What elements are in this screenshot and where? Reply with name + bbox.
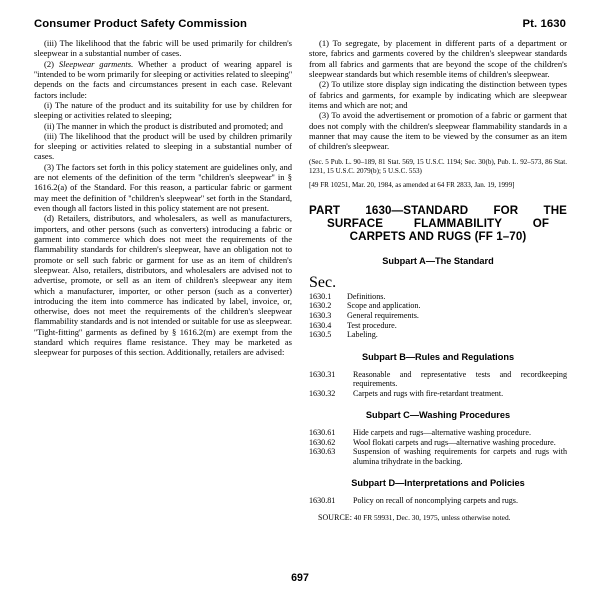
toc-entry-title: Suspension of washing requirements for carpets and rugs with alumina trihydrate in the backing. [353, 447, 567, 466]
part-heading-line-2: SURFACE FLAMMABILITY OF [327, 217, 549, 231]
toc-entry-title: Reasonable and representative tests and recordkeeping requirements. [353, 369, 567, 389]
toc-entry-number: 1630.81 [309, 496, 336, 506]
subpart-a-heading: Subpart A—The Standard [382, 255, 494, 266]
page-number: 697 [291, 572, 309, 584]
toc-entry-number: 1630.63 [309, 447, 336, 457]
toc-entry[interactable] [309, 330, 567, 340]
toc-entry-number: 1630.4 [309, 320, 332, 330]
source-note [309, 514, 567, 523]
paragraph: (ii) The manner in which the product is distributed and promoted; and [44, 120, 283, 131]
toc-entry-title: Labeling. [347, 330, 378, 340]
toc-entry-title: Policy on recall of noncomplying carpets and rugs. [353, 496, 518, 506]
toc-entry[interactable] [309, 389, 567, 399]
toc-entry[interactable] [309, 428, 567, 438]
part-heading-line-1: PART 1630—STANDARD FOR THE [309, 203, 567, 217]
toc-entry-title: General requirements. [347, 310, 419, 320]
subpart-d-heading: Subpart D—Interpretations and Policies [351, 478, 525, 489]
two-column-body [34, 38, 570, 556]
toc-entry[interactable] [309, 496, 567, 506]
federal-register-note: [49 FR 10251, Mar. 20, 1984, as amended at 64 FR 2833, Jan. 19, 1999] [309, 181, 515, 190]
paragraph: (2) To utilize store display sign indicating the distinction between types of fabrics and garments, for example by indicating which are sleepwear items and which are not; and [309, 79, 567, 110]
toc-entry[interactable] [309, 292, 567, 302]
toc-subpart-c [309, 428, 567, 466]
toc-entry-title: Scope and application. [347, 301, 421, 311]
toc-entry-title: Carpets and rugs with fire-retardant treatment. [353, 388, 504, 398]
paragraph: (iii) The likelihood that the fabric will be used primarily for children's sleepwear in a substantial number of cases. [34, 38, 292, 59]
sec-label: Sec. [309, 273, 337, 291]
toc-entry[interactable] [309, 447, 567, 466]
toc-entry-title: Definitions. [347, 291, 386, 301]
toc-entry-title: Wool flokati carpets and rugs—alternative washing procedure. [353, 437, 556, 447]
part-heading-line-3: CARPETS AND RUGS (FF 1–70) [349, 230, 527, 244]
italic-term: Sleepwear garments. [58, 58, 134, 69]
paragraph: (d) Retailers, distributors, and wholesalers, as well as manufacturers, importers, and other persons (such as converters) introducing a fabric or garment into commerce which does not meet the requirements of the flammability standards for children's sleepwear, have an obligation not to promote or sell such fabric or garment for use as an item of children's sleepwear. Also, retailers, distributors, and wholesalers are advised not to advertise, promote, or sell as an item of children's sleepwear any item which a manufacturer, importer, or other person (such as a converter) introducing the item into commerce has indicated by label, invoice, or, otherwise, does not meet the requirements of the children's sleepwear flammability standards and is not intended or suitable for use as sleepwear. ''Tight-fitting'' garments as defined by § 1616.2(m) are exempt from the standard which requires flame resistance. They may be marketed as sleepwear for purposes of this section. Additionally, retailers are advised: [34, 213, 292, 358]
paragraph: (i) The nature of the product and its suitability for use by children for sleeping or activities related to sleeping; [34, 99, 292, 121]
right-column [309, 38, 567, 556]
toc-entry[interactable] [309, 311, 567, 321]
left-column [34, 38, 292, 556]
toc-entry-title: Test procedure. [347, 320, 397, 330]
paragraph: (1) To segregate, by placement in different parts of a department or store, fabrics and garments covered by the children's sleepwear standards from all fabrics and garments that are beyond the scope of the children's sleepwear standards but which resemble items of children's sleepwear. [309, 38, 567, 79]
source-note-text: 40 FR 59931, Dec. 30, 1975, unless otherwise noted. [352, 512, 511, 522]
toc-subpart-d [309, 496, 567, 506]
toc-entry[interactable] [309, 438, 567, 448]
authority-note: (Sec. 5 Pub. L. 90–189, 81 Stat. 569, 15 U.S.C. 1194; Sec. 30(b), Pub. L. 92–573, 86 Stat. 1231, 15 U.S.C. 2079(b); 5 U.S.C. 553) [309, 158, 567, 175]
toc-entry[interactable] [309, 370, 567, 389]
toc-entry[interactable] [309, 301, 567, 311]
paragraph: (3) To avoid the advertisement or promotion of a fabric or garment that does not comply with the children's sleepwear flammability standards in a manner that may cause the item to be viewed by the consumer as an item of children's sleepwear. [309, 110, 567, 152]
toc-entry[interactable] [309, 321, 567, 331]
subpart-c-heading: Subpart C—Washing Procedures [365, 410, 511, 421]
paragraph-rest: Whether a product of wearing apparel is ''intended to be worn primarily for sleeping or activities related to sleeping'' depends on the facts and circumstances present in each case. Relevant factors include: [34, 58, 292, 100]
paragraph-lead: (2) [44, 58, 59, 69]
toc-entry-number: 1630.61 [309, 428, 336, 438]
running-head [34, 18, 566, 34]
paragraph: (iii) The likelihood that the product will be used by children primarily for sleeping or activities related to sleeping in a substantial number of cases. [34, 130, 292, 162]
part-heading [309, 204, 567, 244]
running-head-title: Consumer Product Safety Commission [34, 18, 248, 30]
toc-entry-title: Hide carpets and rugs—alternative washing procedure. [353, 428, 531, 438]
toc-entry-number: 1630.62 [309, 437, 336, 447]
toc-entry-number: 1630.2 [309, 301, 332, 311]
toc-subpart-a [309, 292, 567, 340]
source-note-label: SOURCE: [318, 512, 353, 522]
paragraph-sleepwear-garments [34, 59, 292, 100]
running-head-part: Pt. 1630 [522, 18, 566, 30]
toc-entry-number: 1630.3 [309, 310, 332, 320]
paragraph: (3) The factors set forth in this policy statement are guidelines only, and are not elements of the definition of the term ''children's sleepwear'' in § 1616.2(a) of the Standard. For this reason, a particular fabric or garment may meet the definition of ''children's sleepwear'' set forth in the Standard, even though all factors listed in this policy statement are not present. [34, 161, 292, 213]
toc-entry-number: 1630.32 [309, 388, 336, 398]
subpart-b-heading: Subpart B—Rules and Regulations [361, 351, 515, 362]
toc-entry-number: 1630.5 [309, 330, 332, 340]
toc-subpart-b [309, 370, 567, 399]
toc-entry-number: 1630.1 [309, 291, 332, 301]
toc-entry-number: 1630.31 [309, 369, 336, 379]
